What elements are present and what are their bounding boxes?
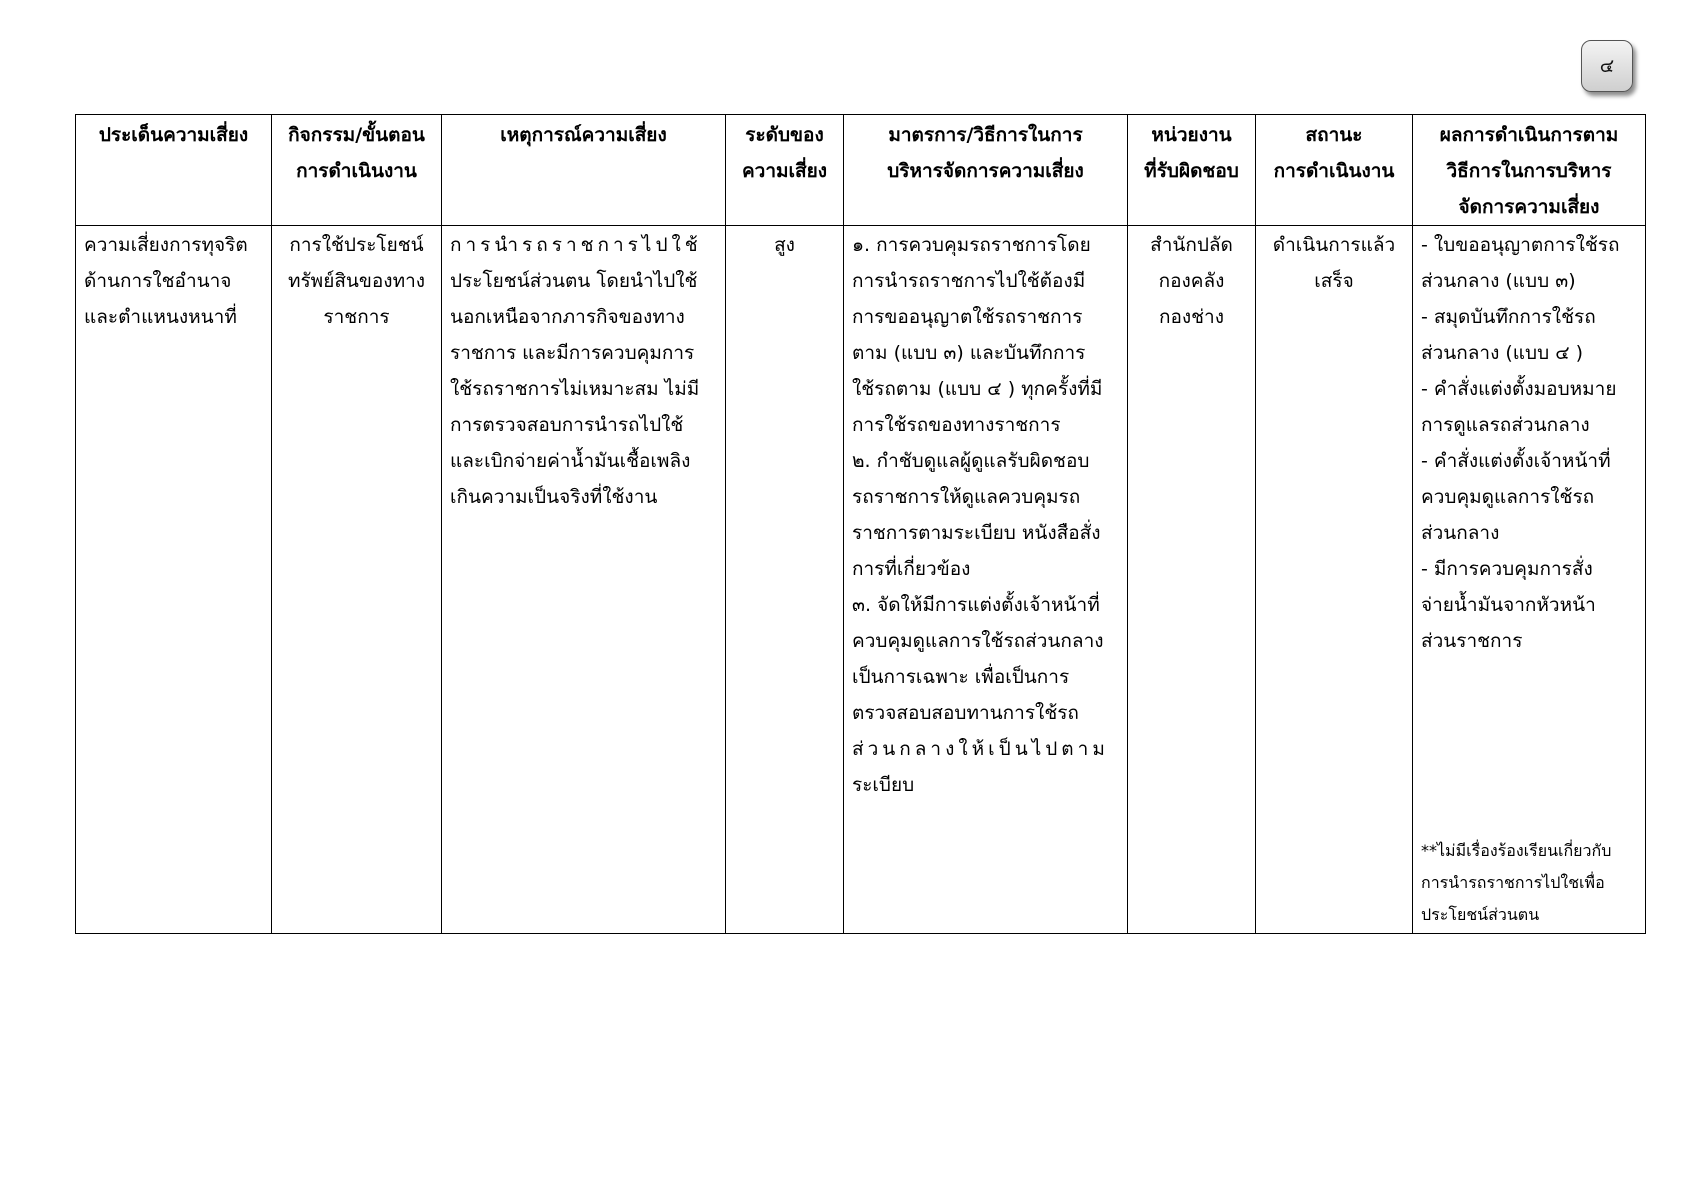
page-number: ๔: [1599, 55, 1615, 77]
cell-line: กองช่าง: [1158, 306, 1225, 328]
header-line: ความเสี่ยง: [741, 160, 828, 182]
cell-line: ตาม (แบบ ๓) และบันทึกการ: [852, 342, 1086, 364]
cell-line: - มีการควบคุมการสั่ง: [1421, 558, 1593, 580]
cell-line: การที่เกี่ยวข้อง: [852, 558, 971, 580]
cell-line: - คำสั่งแต่งตั้งเจ้าหน้าที่: [1421, 450, 1611, 472]
cell-line: ราชการ และมีการควบคุมการ: [450, 342, 695, 364]
cell-line: ทรัพย์สินของทาง: [287, 270, 426, 292]
header-line: สถานะ: [1305, 124, 1363, 146]
cell-risk-level: [726, 226, 844, 934]
table-header-row: [76, 115, 1646, 226]
header-risk-issue: [76, 115, 272, 226]
cell-line: และเบิกจ่ายค่าน้ำมันเชื้อเพลิง: [450, 450, 691, 472]
cell-line: เกินความเป็นจริงที่ใช้งาน: [450, 486, 658, 508]
complaint-note: [1421, 835, 1611, 931]
header-measures: [844, 115, 1128, 226]
cell-line: สำนักปลัด: [1150, 234, 1233, 256]
header-activity: [272, 115, 442, 226]
cell-line: การนำรถราชการไปใช้ต้องมี: [852, 270, 1086, 292]
cell-measures: [844, 226, 1128, 934]
cell-line: ควบคุมดูแลการใช้รถส่วนกลาง: [852, 630, 1104, 652]
risk-management-table: [75, 114, 1646, 934]
cell-line: นอกเหนือจากภารกิจของทาง: [450, 306, 685, 328]
cell-line: ส่วนราชการ: [1421, 630, 1523, 652]
note-line: ประโยชน์ส่วนตน: [1421, 905, 1540, 924]
page-number-badge: [1581, 40, 1633, 92]
cell-line: ดำเนินการแล้ว: [1272, 234, 1396, 256]
cell-line: ราชการตามระเบียบ หนังสือสั่ง: [852, 522, 1101, 544]
cell-line: - คำสั่งแต่งตั้งมอบหมาย: [1421, 378, 1617, 400]
cell-line: ควบคุมดูแลการใช้รถ: [1421, 486, 1595, 508]
cell-line: ส่วนกลาง: [1421, 522, 1500, 544]
header-responsible: [1128, 115, 1256, 226]
header-line: กิจกรรม/ขั้นตอน: [288, 124, 425, 146]
cell-line: ตรวจสอบสอบทานการใช้รถ: [852, 702, 1079, 724]
cell-line: ๓. จัดให้มีการแต่งตั้งเจ้าหน้าที่: [852, 594, 1100, 616]
note-line: **ไม่มีเรื่องร้องเรียนเกี่ยวกับ: [1421, 841, 1612, 860]
header-line: การดำเนินงาน: [296, 160, 417, 182]
header-line: ประเด็นความเสี่ยง: [98, 124, 249, 146]
cell-line: การตรวจสอบการนำรถไปใช้: [450, 414, 684, 436]
header-line: เหตุการณ์ความเสี่ยง: [500, 124, 667, 146]
cell-line: ราชการ: [323, 306, 390, 328]
cell-risk-issue: [76, 226, 272, 934]
cell-line: การนำรถราชการไปใช้: [450, 234, 702, 256]
cell-status: [1256, 226, 1413, 934]
cell-line: - สมุดบันทึกการใช้รถ: [1421, 306, 1596, 328]
cell-line: การดูแลรถส่วนกลาง: [1421, 414, 1590, 436]
header-risk-event: [442, 115, 726, 226]
cell-line: ๑. การควบคุมรถราชการโดย: [852, 234, 1091, 256]
cell-line: เป็นการเฉพาะ เพื่อเป็นการ: [852, 666, 1070, 688]
risk-level-value: สูง: [774, 234, 795, 256]
cell-line: และตำแหนงหนาที่: [84, 306, 237, 328]
header-status: [1256, 115, 1413, 226]
cell-line: ใช้รถราชการไม่เหมาะสม ไม่มี: [450, 378, 700, 400]
cell-responsible: [1128, 226, 1256, 934]
header-line: วิธีการในการบริหาร: [1446, 160, 1612, 182]
header-line: ระดับของ: [745, 124, 824, 146]
header-line: บริหารจัดการความเสี่ยง: [887, 160, 1084, 182]
cell-results: [1413, 226, 1646, 934]
cell-line: ด้านการใชอำนาจ: [84, 270, 232, 292]
cell-line: ๒. กำชับดูแลผู้ดูแลรับผิดชอบ: [852, 450, 1090, 472]
header-line: ผลการดำเนินการตาม: [1439, 124, 1619, 146]
cell-line: ระเบียบ: [852, 774, 915, 796]
cell-line: การใช้รถของทางราชการ: [852, 414, 1061, 436]
header-line: การดำเนินงาน: [1273, 160, 1395, 182]
cell-line: รถราชการให้ดูแลควบคุมรถ: [852, 486, 1081, 508]
cell-line: การใช้ประโยชน์: [289, 234, 424, 256]
cell-line: ส่วนกลาง (แบบ ๔ ): [1421, 342, 1584, 364]
cell-line: ส่วนกลางให้เป็นไปตาม: [852, 738, 1109, 760]
cell-line: ใช้รถตาม (แบบ ๔ ) ทุกครั้งที่มี: [852, 378, 1103, 400]
note-line: การนำรถราชการไปใชเพื่อ: [1421, 873, 1605, 892]
cell-line: จ่ายน้ำมันจากหัวหน้า: [1421, 594, 1596, 616]
cell-line: - ใบขออนุญาตการใช้รถ: [1421, 234, 1620, 256]
header-line: มาตรการ/วิธีการในการ: [888, 124, 1083, 146]
table-row: [76, 226, 1646, 934]
header-risk-level: [726, 115, 844, 226]
cell-line: ประโยชน์ส่วนตน โดยนำไปใช้: [450, 270, 698, 292]
cell-line: การขออนุญาตใช้รถราชการ: [852, 306, 1083, 328]
header-results: [1413, 115, 1646, 226]
cell-line: ความเสี่ยงการทุจริต: [84, 234, 248, 256]
cell-activity: [272, 226, 442, 934]
header-line: ที่รับผิดชอบ: [1144, 160, 1239, 182]
header-line: หน่วยงาน: [1151, 124, 1232, 146]
cell-line: ส่วนกลาง (แบบ ๓): [1421, 270, 1576, 292]
cell-risk-event: [442, 226, 726, 934]
cell-line: กองคลัง: [1158, 270, 1225, 292]
header-line: จัดการความเสี่ยง: [1458, 196, 1600, 218]
cell-line: เสร็จ: [1314, 270, 1354, 292]
